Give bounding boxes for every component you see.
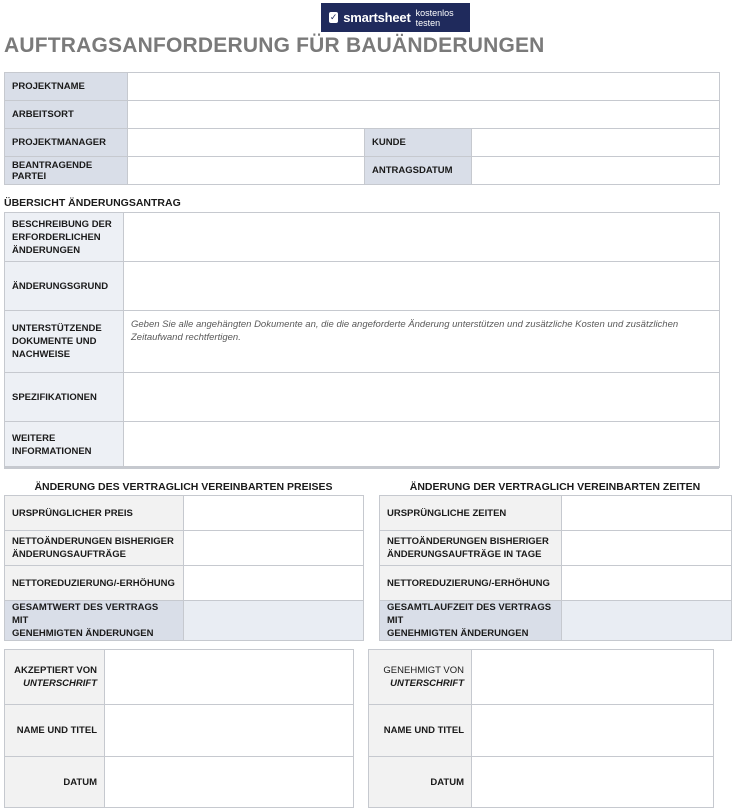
smartsheet-trial-banner[interactable]: [321, 3, 470, 32]
time-net-prev-label: [380, 531, 562, 566]
accepted-signature-field[interactable]: [105, 650, 354, 705]
time-net-change-label: NETTOREDUZIERUNG/-ERHÖHUNG: [380, 566, 562, 601]
approved-date-label: DATUM: [369, 757, 472, 808]
time-net-change-field[interactable]: [562, 566, 732, 601]
accepted-by-label: [5, 650, 105, 705]
description-label-line: ERFORDERLICHEN: [12, 231, 101, 243]
price-original-field[interactable]: [184, 496, 364, 531]
approved-signature-field[interactable]: [472, 650, 714, 705]
further-label-line: INFORMATIONEN: [12, 445, 92, 457]
customer-field[interactable]: [472, 129, 720, 157]
project-info-table: [4, 72, 720, 185]
price-total-label: [5, 601, 184, 641]
approved-by-label: [369, 650, 472, 705]
banner-brand: smartsheet: [343, 10, 411, 25]
price-original-label: URSPRÜNGLICHER PREIS: [5, 496, 184, 531]
further-info-label: [5, 422, 124, 468]
time-table: [379, 495, 732, 641]
approved-by-text: GENEHMIGT VON: [383, 665, 464, 676]
price-net-prev-field[interactable]: [184, 531, 364, 566]
further-label-line: WEITERE: [12, 432, 56, 444]
reason-label: ÄNDERUNGSGRUND: [5, 262, 124, 311]
approved-signature-caption: UNTERSCHRIFT: [390, 678, 464, 689]
accepted-signature-caption: UNTERSCHRIFT: [23, 678, 97, 689]
price-net-change-label: NETTOREDUZIERUNG/-ERHÖHUNG: [5, 566, 184, 601]
work-location-label: ARBEITSORT: [5, 101, 128, 129]
overview-heading: ÜBERSICHT ÄNDERUNGSANTRAG: [4, 197, 181, 209]
supporting-docs-field[interactable]: [124, 311, 720, 373]
supporting-docs-label: [5, 311, 124, 373]
time-net-prev-line: ÄNDERUNGSAUFTRÄGE IN TAGE: [387, 549, 542, 560]
project-manager-field[interactable]: [128, 129, 365, 157]
time-total-field[interactable]: [562, 601, 732, 641]
accepted-name-title-field[interactable]: [105, 705, 354, 757]
accepted-by-text: AKZEPTIERT VON: [14, 665, 97, 676]
section-divider: [4, 466, 719, 469]
requesting-party-label: BEANTRAGENDE PARTEI: [5, 157, 128, 185]
price-net-change-field[interactable]: [184, 566, 364, 601]
reason-field[interactable]: [124, 262, 720, 311]
description-label-line: BESCHREIBUNG DER: [12, 218, 112, 230]
project-manager-label: PROJEKTMANAGER: [5, 129, 128, 157]
project-name-label: PROJEKTNAME: [5, 73, 128, 101]
smartsheet-logo-icon: ✓: [329, 12, 338, 22]
time-net-prev-line: NETTOÄNDERUNGEN BISHERIGER: [387, 536, 549, 547]
description-label: [5, 213, 124, 262]
accepted-signature-table: [4, 649, 354, 808]
price-heading: ÄNDERUNG DES VERTRAGLICH VEREINBARTEN PREISES: [34, 481, 333, 493]
accepted-date-field[interactable]: [105, 757, 354, 808]
price-total-line: GESAMTWERT DES VERTRAGS MIT: [12, 602, 159, 626]
price-net-prev-line: ÄNDERUNGSAUFTRÄGE: [12, 549, 126, 560]
project-name-field[interactable]: [128, 73, 720, 101]
page-title: AUFTRAGSANFORDERUNG FÜR BAUÄNDERUNGEN: [4, 34, 545, 57]
request-date-label: ANTRAGSDATUM: [365, 157, 472, 185]
description-label-line: ÄNDERUNGEN: [12, 244, 81, 256]
time-total-label: [380, 601, 562, 641]
time-original-label: URSPRÜNGLICHE ZEITEN: [380, 496, 562, 531]
time-total-line: GESAMTLAUFZEIT DES VERTRAGS MIT: [387, 602, 552, 626]
work-location-field[interactable]: [128, 101, 720, 129]
supporting-hint-line: Geben Sie alle angehängten Dokumente an, die die angeforderte Änderung unterstützen und zusätzliche Kosten und zusätzlichen: [131, 319, 679, 330]
approved-name-title-field[interactable]: [472, 705, 714, 757]
overview-table: [4, 212, 720, 468]
customer-label: KUNDE: [365, 129, 472, 157]
supporting-label-line: NACHWEISE: [12, 349, 71, 360]
price-total-field[interactable]: [184, 601, 364, 641]
time-original-field[interactable]: [562, 496, 732, 531]
requesting-party-field[interactable]: [128, 157, 365, 185]
approved-name-title-label: NAME UND TITEL: [369, 705, 472, 757]
price-table: [4, 495, 364, 641]
time-total-line: GENEHMIGTEN ÄNDERUNGEN: [387, 628, 529, 639]
price-total-line: GENEHMIGTEN ÄNDERUNGEN: [12, 628, 154, 639]
description-field[interactable]: [124, 213, 720, 262]
supporting-label-line: DOKUMENTE UND: [12, 336, 97, 347]
approved-signature-table: [368, 649, 714, 808]
specifications-label: SPEZIFIKATIONEN: [5, 373, 124, 422]
further-info-field[interactable]: [124, 422, 720, 468]
specifications-field[interactable]: [124, 373, 720, 422]
supporting-label-line: UNTERSTÜTZENDE: [12, 323, 102, 334]
accepted-date-label: DATUM: [5, 757, 105, 808]
time-net-prev-field[interactable]: [562, 531, 732, 566]
supporting-hint-line: Zeitaufwand rechtfertigen.: [131, 332, 241, 343]
time-heading: ÄNDERUNG DER VERTRAGLICH VEREINBARTEN ZEITEN: [409, 481, 701, 493]
price-net-prev-line: NETTOÄNDERUNGEN BISHERIGER: [12, 536, 174, 547]
request-date-field[interactable]: [472, 157, 720, 185]
approved-date-field[interactable]: [472, 757, 714, 808]
price-net-prev-label: [5, 531, 184, 566]
accepted-name-title-label: NAME UND TITEL: [5, 705, 105, 757]
banner-cta: kostenlos testen: [415, 7, 454, 28]
